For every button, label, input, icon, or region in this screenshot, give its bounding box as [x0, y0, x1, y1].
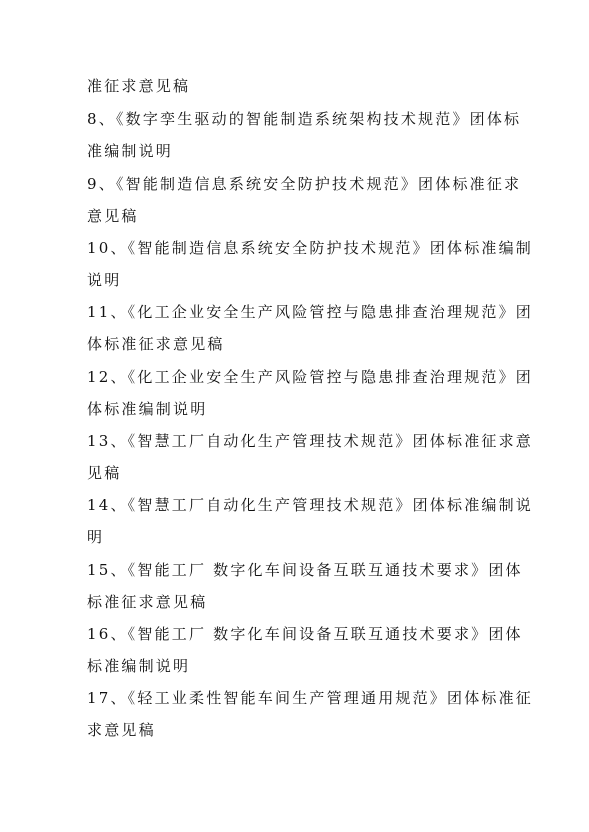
text-line: 17、《轻工业柔性智能车间生产管理通用规范》团体标准征	[87, 689, 533, 707]
text-line: 标准编制说明	[87, 657, 191, 675]
text-line: 12、《化工企业安全生产风险管控与隐患排查治理规范》团	[87, 368, 533, 386]
text-line: 15、《智能工厂 数字化车间设备互联互通技术要求》团体	[87, 561, 523, 579]
text-line: 见稿	[87, 464, 122, 482]
text-line: 14、《智慧工厂自动化生产管理技术规范》团体标准编制说	[87, 496, 533, 514]
text-line: 8、《数字孪生驱动的智能制造系统架构技术规范》团体标	[87, 110, 522, 128]
text-line: 意见稿	[87, 207, 139, 225]
text-line: 标准征求意见稿	[87, 593, 208, 611]
text-line: 11、《化工企业安全生产风险管控与隐患排查治理规范》团	[87, 303, 533, 321]
text-line: 体标准征求意见稿	[87, 335, 225, 353]
text-line: 准征求意见稿	[87, 77, 191, 95]
text-line: 9、《智能制造信息系统安全防护技术规范》团体标准征求	[87, 175, 522, 193]
text-line: 明	[87, 528, 105, 546]
text-line: 10、《智能制造信息系统安全防护技术规范》团体标准编制	[87, 239, 533, 257]
text-line: 求意见稿	[87, 721, 156, 739]
text-line: 准编制说明	[87, 142, 174, 160]
text-line: 说明	[87, 271, 122, 289]
text-line: 体标准编制说明	[87, 400, 208, 418]
text-line: 13、《智慧工厂自动化生产管理技术规范》团体标准征求意	[87, 432, 533, 450]
text-line: 16、《智能工厂 数字化车间设备互联互通技术要求》团体	[87, 625, 523, 643]
